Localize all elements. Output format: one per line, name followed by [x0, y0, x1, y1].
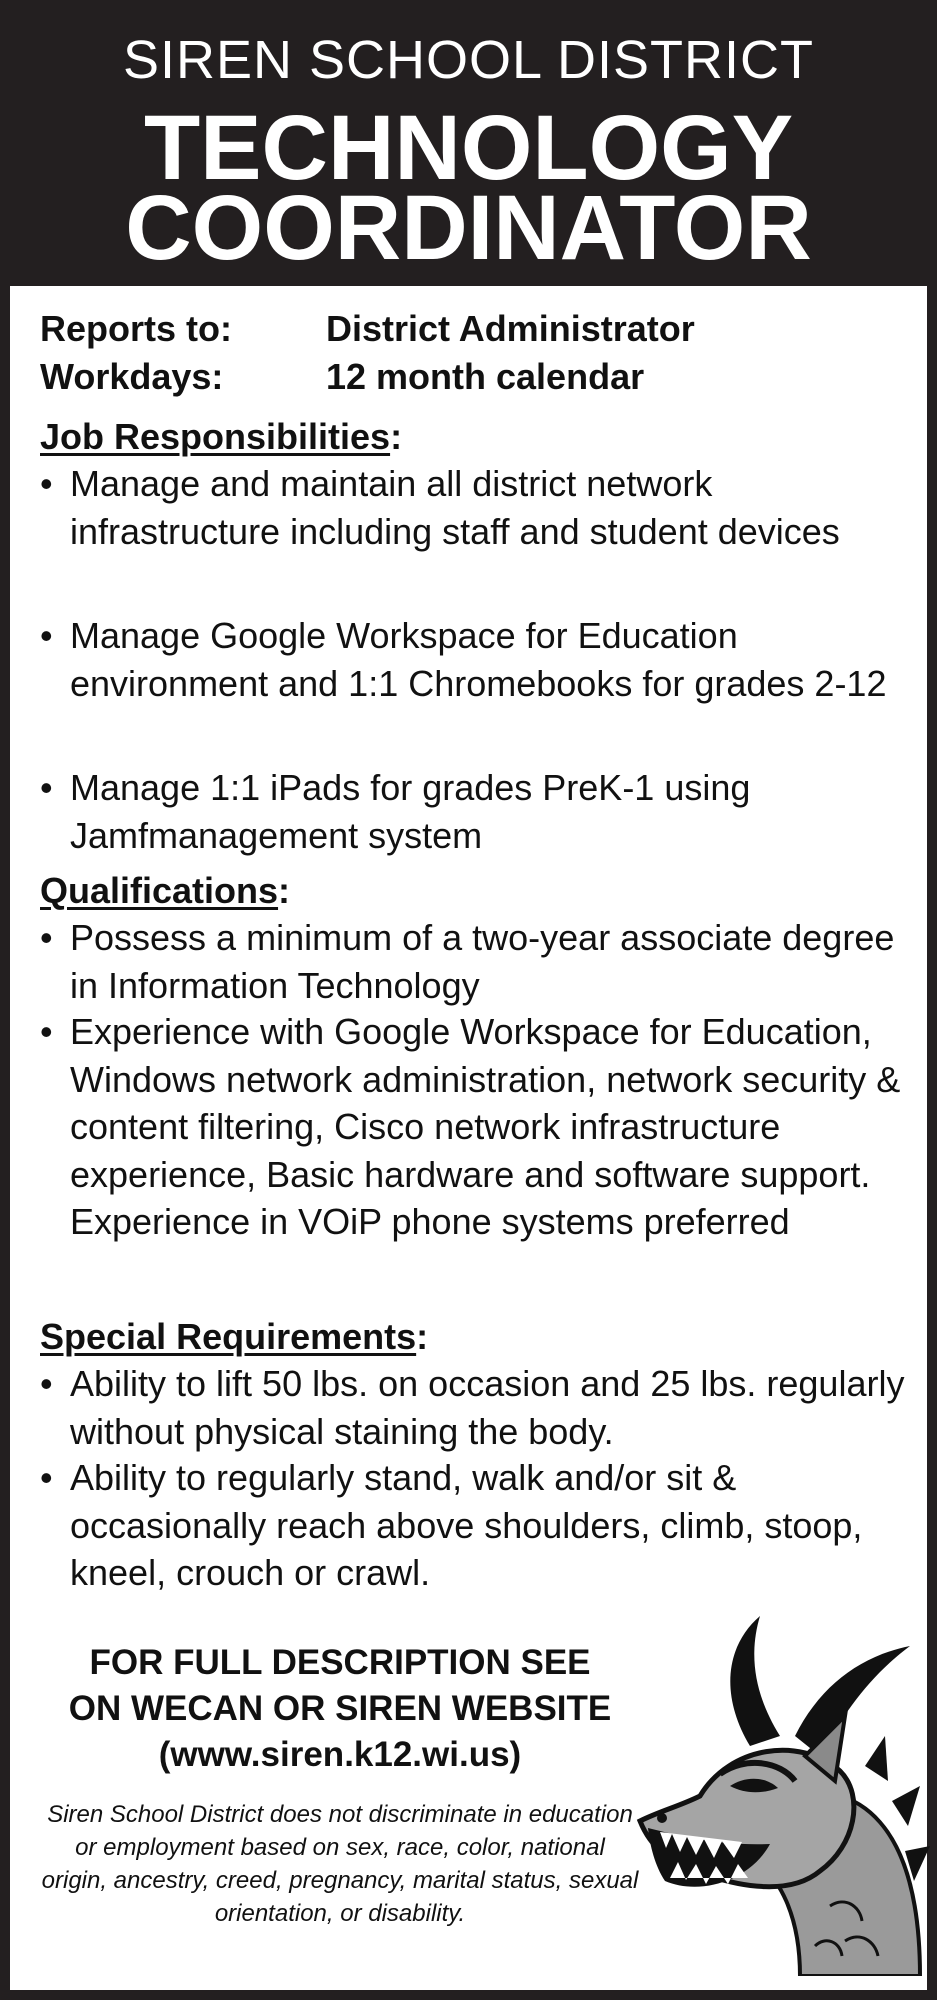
- district-name: SIREN SCHOOL DISTRICT: [122, 30, 815, 90]
- bullet-icon: •: [40, 1011, 53, 1052]
- special-requirements-heading: [40, 1314, 428, 1360]
- dragon-mascot-icon: [630, 1596, 930, 1976]
- responsibilities-title: Job Responsibilities: [40, 416, 391, 457]
- reports-to-label: Reports to:: [40, 308, 232, 349]
- list-item: [40, 460, 910, 555]
- ad-body: [10, 286, 927, 1990]
- heading-colon: :: [416, 1316, 429, 1357]
- job-title-line2: COORDINATOR: [125, 177, 812, 279]
- workdays-value: 12 month calendar: [326, 356, 645, 397]
- heading-colon: :: [278, 870, 291, 911]
- ad-header: [0, 0, 937, 286]
- list-item: [40, 1360, 910, 1455]
- heading-colon: :: [390, 416, 403, 457]
- cta-line2: ON WECAN OR SIREN WEBSITE: [68, 1689, 612, 1728]
- workdays-row: [40, 354, 644, 400]
- website-link[interactable]: (www.siren.k12.wi.us): [158, 1735, 522, 1774]
- qualification-text: Possess a minimum of a two-year associate degree in Information Technology: [70, 917, 895, 1006]
- list-item: [40, 1008, 910, 1246]
- reports-to-row: [40, 306, 695, 352]
- special-requirements-title: Special Requirements: [40, 1316, 417, 1357]
- bullet-icon: •: [40, 1457, 53, 1498]
- list-item: [40, 1454, 910, 1597]
- qualifications-title: Qualifications: [40, 870, 279, 911]
- nondiscrimination-notice: Siren School District does not discriminate in education or employment based on sex, race, color, national origin, ancestry, creed, pregnancy, marital status, sexual orientation, or disability.: [41, 1801, 639, 1927]
- list-item: [40, 764, 910, 859]
- reports-to-value: District Administrator: [326, 308, 695, 349]
- workdays-label: Workdays:: [40, 356, 224, 397]
- responsibility-text: Manage and maintain all district network infrastructure including staff and student devices: [70, 463, 840, 552]
- bullet-icon: •: [40, 1363, 53, 1404]
- responsibility-text: Manage 1:1 iPads for grades PreK-1 using Jamfmanagement system: [70, 767, 751, 856]
- job-title-line1: TECHNOLOGY: [143, 97, 794, 199]
- responsibility-text: Manage Google Workspace for Education environment and 1:1 Chromebooks for grades 2-12: [70, 615, 887, 704]
- requirement-text: Ability to lift 50 lbs. on occasion and 25 lbs. regularly without physical staining the body.: [70, 1363, 905, 1452]
- cta-line1: FOR FULL DESCRIPTION SEE: [89, 1643, 591, 1682]
- bullet-icon: •: [40, 463, 53, 504]
- qualifications-heading: [40, 868, 290, 914]
- bullet-icon: •: [40, 767, 53, 808]
- requirement-text: Ability to regularly stand, walk and/or sit & occasionally reach above shoulders, climb, stoop, kneel, crouch or crawl.: [70, 1457, 863, 1593]
- list-item: [40, 914, 910, 1009]
- list-item: [40, 612, 910, 707]
- qualification-text: Experience with Google Workspace for Education, Windows network administration, network security & content filtering, Cisco network infrastructure experience, Basic hardware and software support. Experience in VOiP phone systems preferred: [70, 1011, 901, 1242]
- bullet-icon: •: [40, 615, 53, 656]
- responsibilities-heading: [40, 414, 402, 460]
- bullet-icon: •: [40, 917, 53, 958]
